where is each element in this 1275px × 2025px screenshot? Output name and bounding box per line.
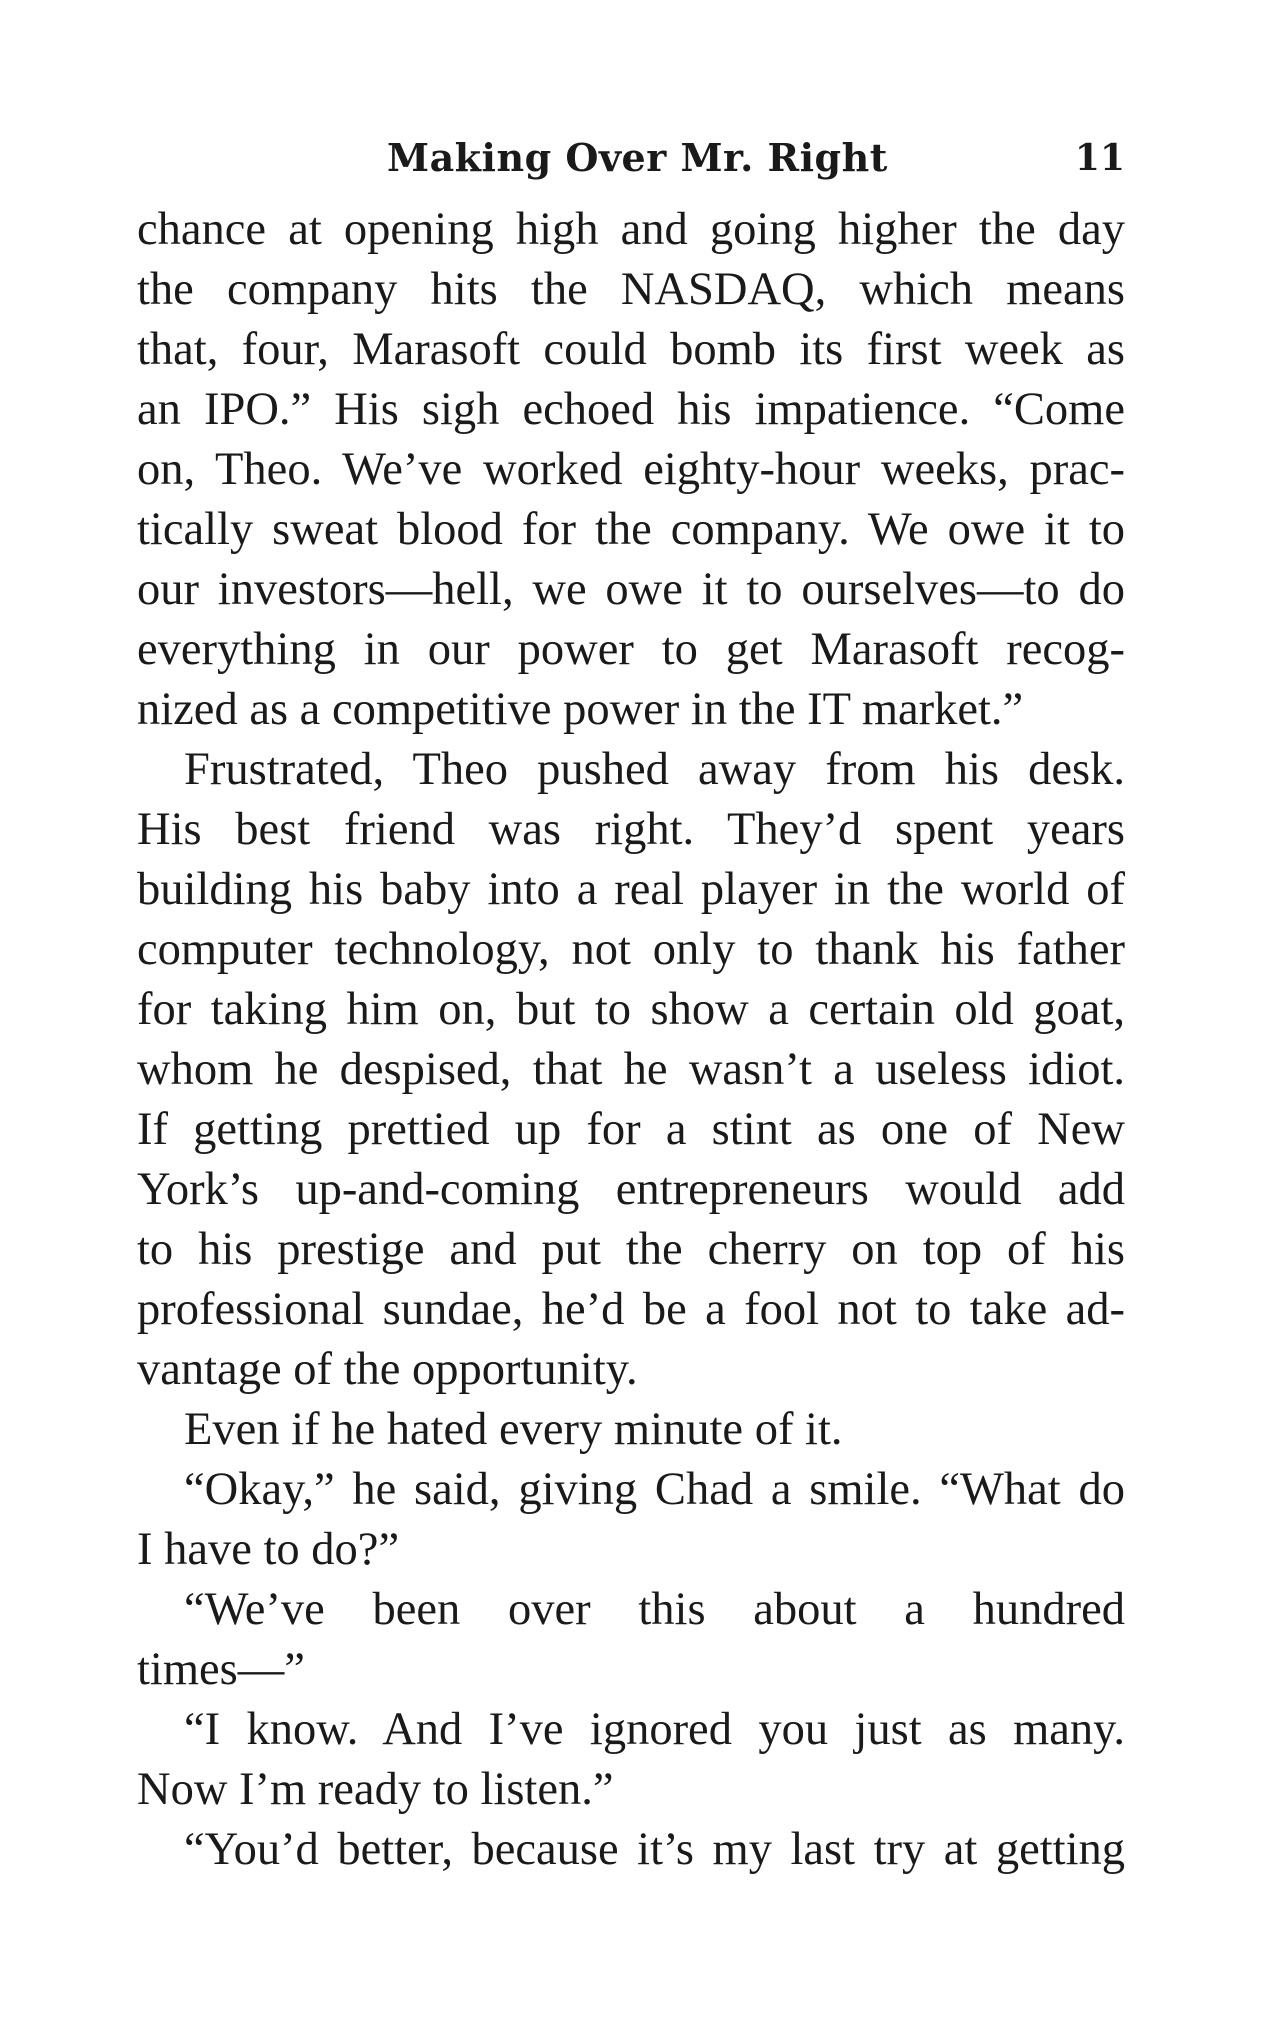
text-line: nized as a competitive power in the IT market.”	[137, 684, 1024, 735]
text-line: I have to do?”	[137, 1524, 400, 1575]
text-line: “We’ve been over this about a hundred	[184, 1584, 1125, 1635]
text-line: for taking him on, but to show a certain old goat,	[137, 984, 1125, 1035]
text-line: our investors—hell, we owe it to ourselves—to do	[137, 564, 1125, 615]
paragraph	[137, 1460, 1125, 1580]
text-line: computer technology, not only to thank his father	[137, 924, 1125, 975]
page-number: 11	[1074, 137, 1125, 179]
text-line: on, Theo. We’ve worked eighty-hour weeks, prac-	[137, 444, 1125, 495]
text-line: Now I’m ready to listen.”	[137, 1764, 614, 1815]
text-line: professional sundae, he’d be a fool not to take ad-	[137, 1284, 1125, 1335]
text-line: His best friend was right. They’d spent years	[137, 804, 1125, 855]
paragraph	[137, 200, 1125, 740]
text-line: York’s up-and-coming entrepreneurs would add	[137, 1164, 1125, 1215]
text-line: times—”	[137, 1644, 305, 1695]
text-line: “I know. And I’ve ignored you just as many.	[184, 1704, 1125, 1755]
text-line: an IPO.” His sigh echoed his impatience. “Come	[137, 384, 1125, 435]
paragraph	[137, 740, 1125, 1400]
paragraph	[137, 1580, 1125, 1700]
text-line: the company hits the NASDAQ, which means	[137, 264, 1125, 315]
text-line: If getting prettied up for a stint as one of New	[137, 1104, 1125, 1155]
paragraph	[137, 1400, 1125, 1460]
paragraph	[137, 1820, 1125, 1880]
book-title: Making Over Mr. Right	[387, 135, 888, 180]
text-line: tically sweat blood for the company. We owe it to	[137, 504, 1125, 555]
running-head	[137, 128, 1125, 188]
text-line: that, four, Marasoft could bomb its first week as	[137, 324, 1125, 375]
paragraph	[137, 1700, 1125, 1820]
text-line: chance at opening high and going higher the day	[137, 204, 1125, 255]
text-line: Even if he hated every minute of it.	[184, 1404, 843, 1455]
body-text	[137, 200, 1125, 1880]
text-line: everything in our power to get Marasoft recog-	[137, 624, 1125, 675]
text-line: “Okay,” he said, giving Chad a smile. “What do	[184, 1464, 1125, 1515]
text-line: to his prestige and put the cherry on top of his	[137, 1224, 1125, 1275]
text-line: vantage of the opportunity.	[137, 1344, 638, 1395]
text-line: whom he despised, that he wasn’t a useless idiot.	[137, 1044, 1125, 1095]
text-line: Frustrated, Theo pushed away from his desk.	[184, 744, 1125, 795]
text-line: “You’d better, because it’s my last try at getting	[184, 1824, 1125, 1875]
text-line: building his baby into a real player in the world of	[137, 864, 1125, 915]
